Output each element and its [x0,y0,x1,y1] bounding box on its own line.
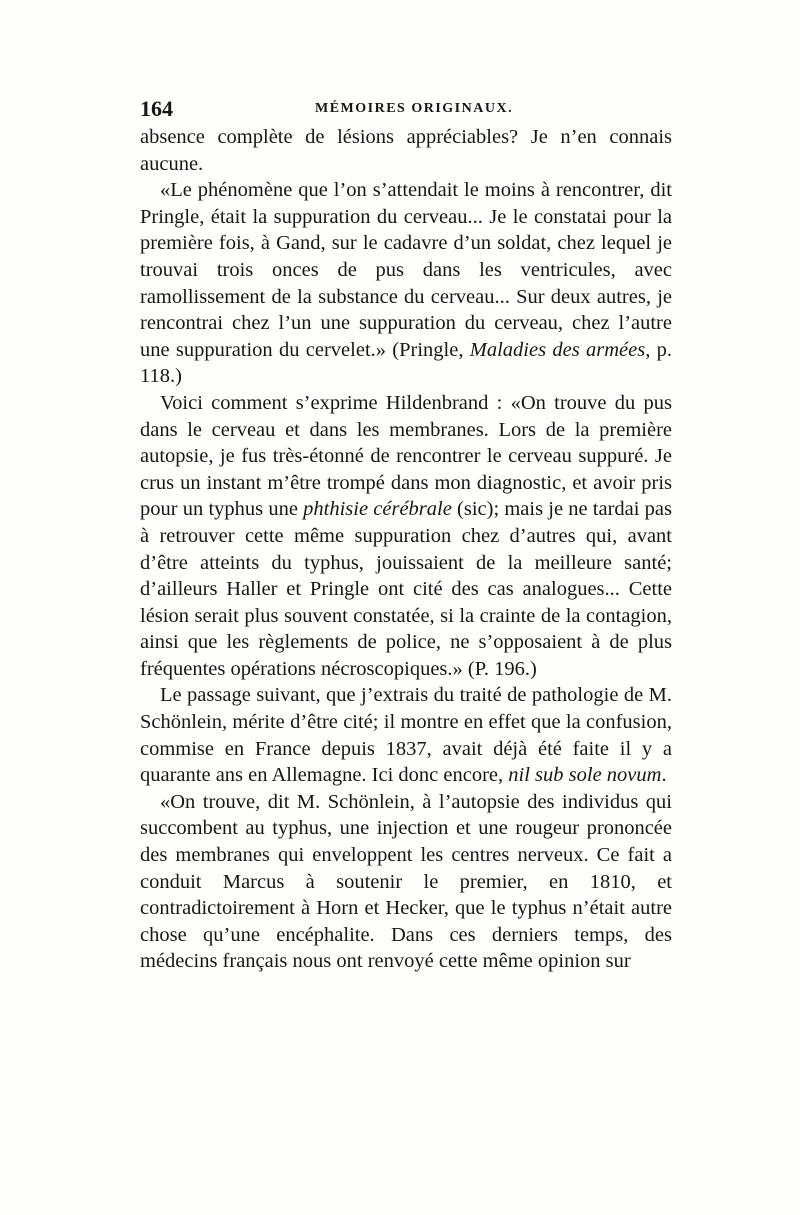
italic-title: Maladies des armées [469,338,646,361]
paragraph-4 [140,682,672,788]
paragraph-2 [140,177,672,390]
text-segment: Le passage suivant, que j’extrais du traité de pathologie de M. Schönlein, mérite d’être cité; il montre en effet que la confusion, commise en France depuis 1837, avait déjà été faite il y a quarante ans en Allemagne. Ici donc encore, [140,684,672,787]
text-segment: «On trouve, dit M. Schönlein, à l’autopsie des individus qui succombent au typhus, une injection et une rougeur prononcée des membranes qui enveloppent les centres nerveux. Ce fait a conduit Marcus à soutenir le premier, en 1810, et contradictoirement à Horn et Hecker, que le typhus n’était autre chose qu’une encéphalite. Dans ces derniers temps, des médecins français nous ont renvoyé cette même opinion sur [140,790,672,973]
page-number: 164 [140,96,173,121]
text-segment: , p. 118.) [140,338,672,388]
running-title: MÉMOIRES ORIGINAUX. [315,101,514,116]
italic-latin-phrase: nil sub sole novum [508,764,662,787]
text-segment: . [661,764,667,787]
paragraph-3 [140,390,672,683]
paragraph-5 [140,789,672,975]
text-segment: «Le phénomène que l’on s’attendait le moins à rencontrer, dit Pringle, était la suppuration du cerveau... Je le constatai pour la première fois, à Gand, sur le cadavre d’un soldat, chez lequel je trouvai trois onces de pus dans les ventricules, avec ramollissement de la substance du cerveau... Sur deux autres, je rencontrai chez l’un une suppuration du cerveau, chez l’autre une suppuration du cervelet.» (Pringle, [140,179,672,361]
text-segment: Voici comment s’exprime Hildenbrand : «On trouve du pus dans le cerveau et dans les membranes. Lors de la première autopsie, je fus très-étonné de rencontrer le cerveau suppuré. Je crus un instant m’être trompé dans mon diagnostic, et avoir pris pour un typhus une [140,391,672,521]
text-segment: absence complète de lésions appréciables? Je n’en connais aucune. [140,126,672,175]
body-text [140,124,672,975]
italic-term: phthisie cérébrale [303,498,452,521]
running-head [140,96,670,122]
text-segment: (sic); mais je ne tardai pas à retrouver cette même suppuration chez d’autres qui, avant d’être atteints du typhus, jouissaient de la meilleure santé; d’ailleurs Haller et Pringle ont cité des cas analogues... Cette lésion serait plus souvent constatée, si la crainte de la contagion, ainsi que les règlements de police, ne s’opposaient à de plus fréquentes opérations nécroscopiques.» (P. 196.) [140,498,672,680]
paragraph-1 [140,124,672,177]
